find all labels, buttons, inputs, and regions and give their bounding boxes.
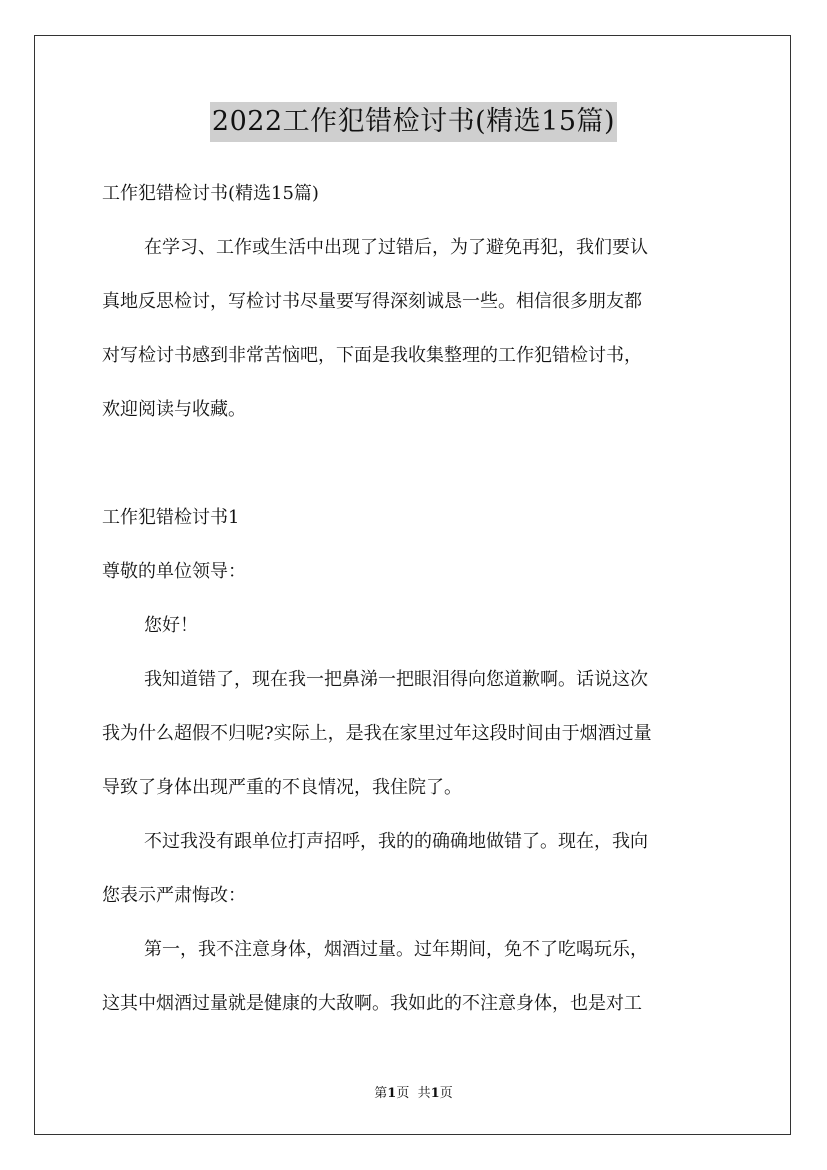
- footer-total-label: 共: [417, 1086, 431, 1101]
- para2-line-1: 不过我没有跟单位打声招呼，我的的确确地做错了。现在，我向: [144, 831, 648, 852]
- section-heading: 工作犯错检讨书1: [102, 507, 240, 528]
- greeting: 您好！: [144, 615, 198, 636]
- title-container: [0, 102, 827, 142]
- footer-page-label: 第: [374, 1086, 388, 1101]
- footer-page-number: 1: [387, 1086, 397, 1101]
- para3-line-1: 第一，我不注意身体，烟酒过量。过年期间，免不了吃喝玩乐，: [144, 939, 648, 960]
- page-footer: [0, 1085, 827, 1103]
- intro-line-2: 真地反思检讨，写检讨书尽量要写得深刻诚恳一些。相信很多朋友都: [102, 291, 642, 312]
- document-title: 2022工作犯错检讨书(精选15篇): [210, 102, 617, 142]
- salutation: 尊敬的单位领导：: [102, 561, 246, 582]
- para1-line-2: 我为什么超假不归呢?实际上，是我在家里过年这段时间由于烟酒过量: [102, 723, 652, 744]
- intro-line-4: 欢迎阅读与收藏。: [102, 399, 246, 420]
- para1-line-3: 导致了身体出现严重的不良情况，我住院了。: [102, 777, 462, 798]
- intro-line-1: 在学习、工作或生活中出现了过错后，为了避免再犯，我们要认: [144, 237, 648, 258]
- document-subtitle: 工作犯错检讨书(精选15篇): [102, 183, 319, 204]
- para3-line-2: 这其中烟酒过量就是健康的大敌啊。我如此的不注意身体，也是对工: [102, 993, 642, 1014]
- para1-line-1: 我知道错了，现在我一把鼻涕一把眼泪得向您道歉啊。话说这次: [144, 669, 648, 690]
- footer-total-number: 1: [430, 1086, 440, 1101]
- footer-page-suffix: 页: [396, 1086, 410, 1101]
- para2-line-2: 您表示严肃悔改：: [102, 885, 246, 906]
- footer-total-suffix: 页: [439, 1086, 453, 1101]
- intro-line-3: 对写检讨书感到非常苦恼吧，下面是我收集整理的工作犯错检讨书，: [102, 345, 642, 366]
